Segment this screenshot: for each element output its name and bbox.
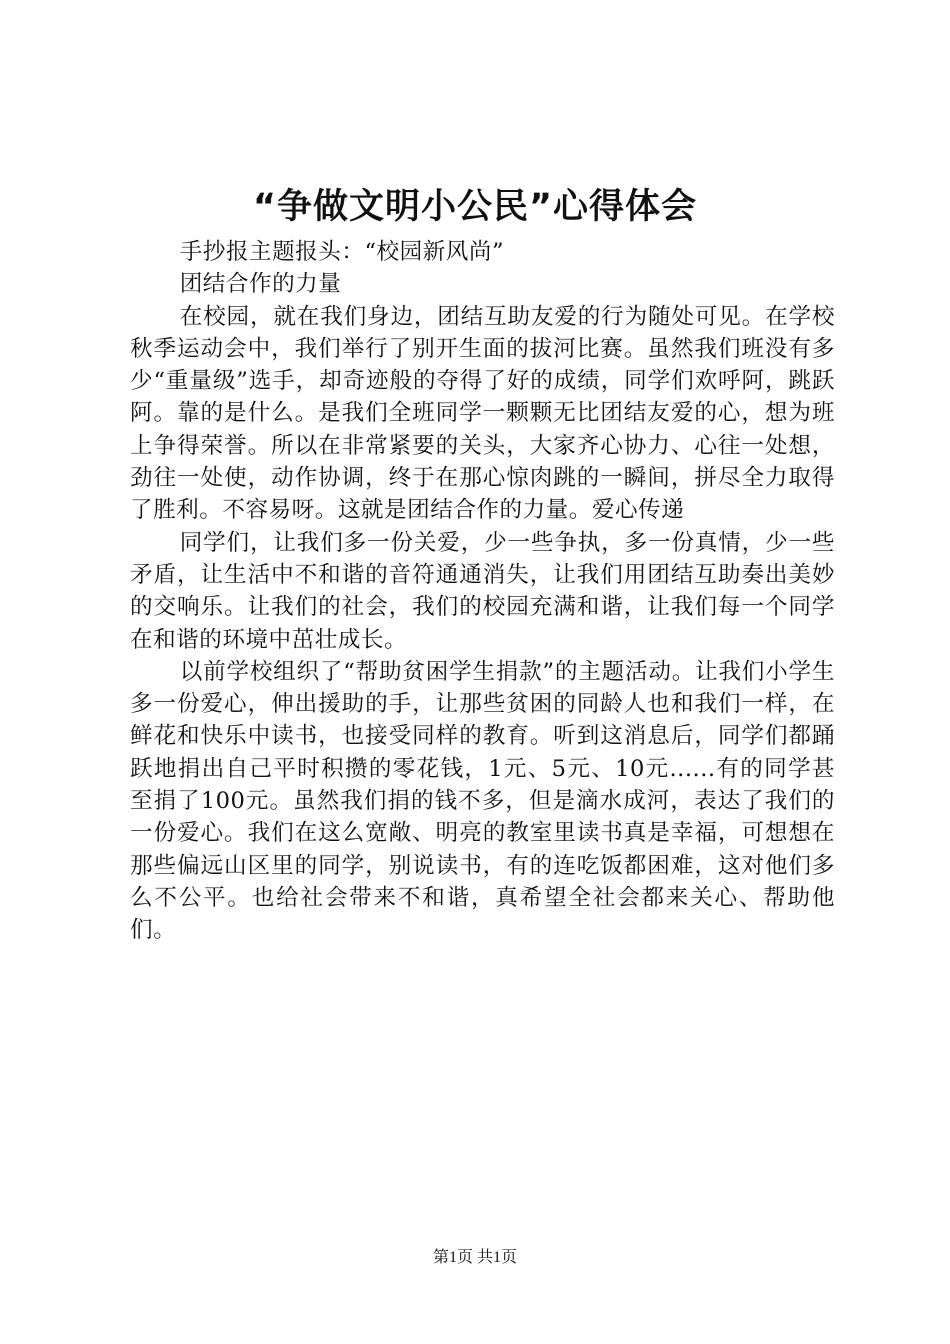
paragraph-teamwork: 在校园，就在我们身边，团结互助友爱的行为随处可见。在学校秋季运动会中，我们举行了别开生面的拔河比赛。虽然我们班没有多少“重量级”选手，却奇迹般的夺得了好的成绩，同学们欢呼阿，跳跃阿。靠的是什么。是我们全班同学一颗颗无比团结友爱的心，想为班上争得荣誉。所以在非常紧要的关头，大家齐心协力、心往一处想，劲往一处使，动作协调，终于在那心惊肉跳的一瞬间，拼尽全力取得了胜利。不容易呀。这就是团结合作的力量。爱心传递 (130, 303, 835, 524)
document-title: “争做文明小公民”心得体会 (252, 187, 697, 227)
page-number-footer: 第1页 共1页 (432, 1249, 517, 1266)
paragraph-section-heading: 团结合作的力量 (179, 271, 342, 298)
paragraph-harmony: 同学们，让我们多一份关爱，少一些争执，多一份真情，少一些矛盾，让生活中不和谐的音符通通消失，让我们用团结互助奏出美妙的交响乐。让我们的社会，我们的校园充满和谐，让我们每一个同学在和谐的环境中茁壮成长。 (130, 529, 835, 653)
paragraph-poster-header: 手抄报主题报头：“校园新风尚” (179, 239, 505, 265)
document-body (130, 236, 835, 947)
paragraph-donation: 以前学校组织了“帮助贫困学生捐款”的主题活动。让我们小学生多一份爱心，伸出援助的手，让那些贫困的同龄人也和我们一样，在鲜花和快乐中读书，也接受同样的教育。听到这消息后，同学们都踊跃地捐出自己平时积攒的零花钱，1元、5元、10元......有的同学甚至捐了100元。虽然我们捐的钱不多，但是滴水成河，表达了我们的一份爱心。我们在这么宽敞、明亮的教室里读书真是幸福，可想想在那些偏远山区里的同学，别说读书，有的连吃饭都困难，这对他们多么不公平。也给社会带来不和谐，真希望全社会都来关心、帮助他们。 (130, 658, 835, 944)
